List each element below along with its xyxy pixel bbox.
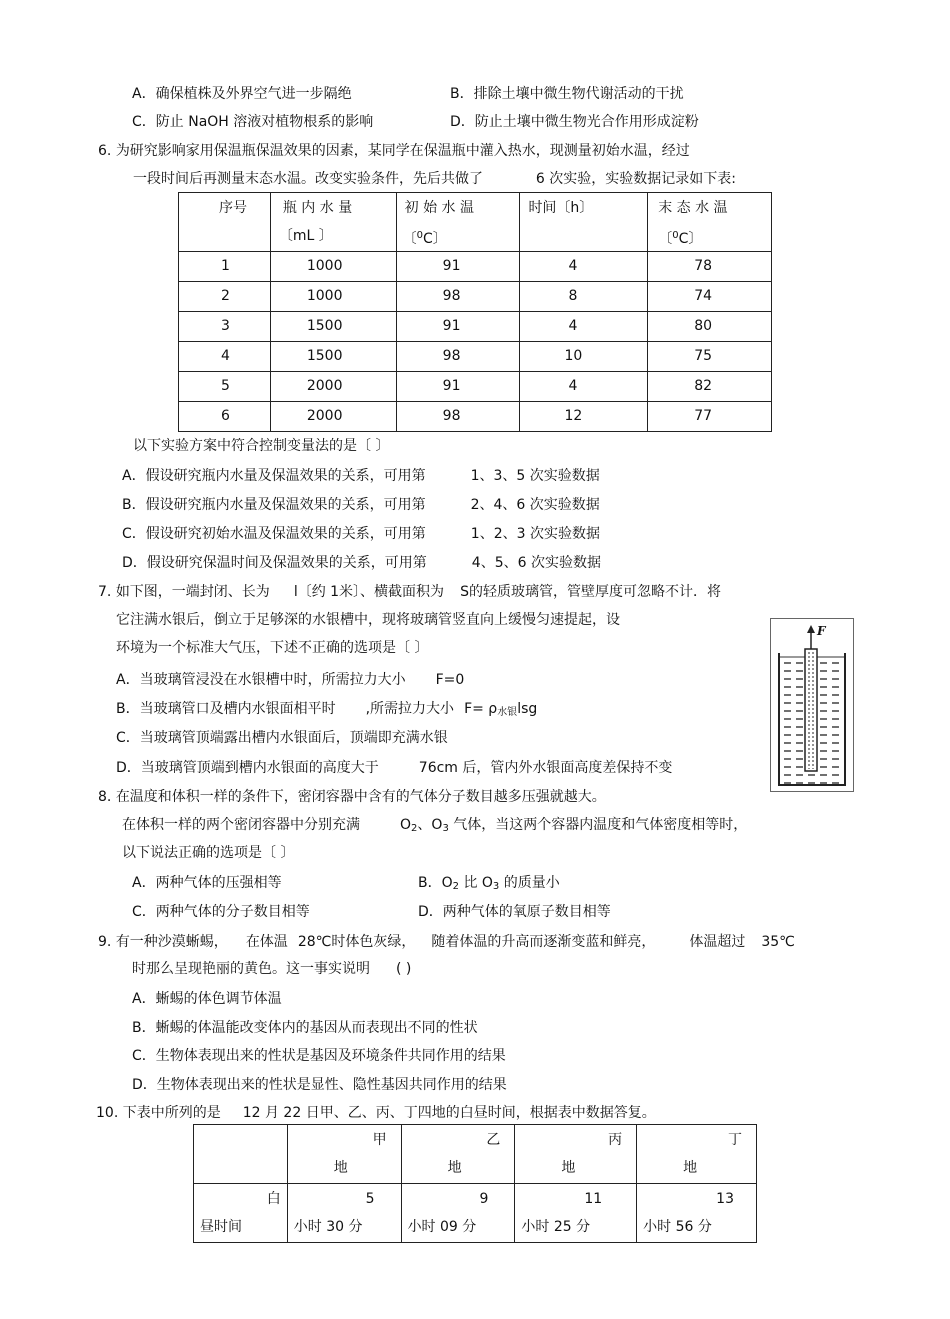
tube-trough-diagram — [771, 619, 853, 791]
q8-option-d: D．两种气体的氧原子数目相等 — [418, 904, 611, 920]
table-header-row — [179, 193, 772, 252]
table-cell: 91 — [396, 372, 520, 402]
q10-stem: 10. 下表中所列的是 12 月 22 日甲、乙、丙、丁四地的白昼时间，根据表中数据答复。 — [96, 1105, 656, 1121]
table-header-cell: 丁 地 — [637, 1125, 757, 1184]
table-cell: 98 — [396, 342, 520, 372]
table-cell: 11 小时 25 分 — [515, 1184, 637, 1243]
table-row — [179, 312, 772, 342]
table-row — [194, 1184, 757, 1243]
q6-stem-text2b: 6 次实验，实验数据记录如下表: — [535, 171, 736, 187]
q6-option-d: D．假设研究保温时间及保温效果的关系，可用第 4、5、6 次实验数据 — [122, 555, 601, 571]
table-cell: 2 — [179, 282, 271, 312]
table-cell: 91 — [396, 252, 520, 282]
table-header-cell: 末 态 水 温 〔$^0$C〕 — [648, 193, 772, 252]
table-cell: 13 小时 56 分 — [637, 1184, 757, 1243]
table-cell: 1500 — [270, 312, 396, 342]
table-row — [179, 402, 772, 432]
q7-option-c: C．当玻璃管顶端露出槽内水银面后，顶端即充满水银 — [116, 730, 448, 746]
q9-stem-line1: 9. 有一种沙漠蜥蜴， 在体温 28℃时体色灰绿， 随着体温的升高而逐渐变蓝和鲜亮， 体温超过 35℃ — [98, 934, 795, 950]
q6-stem-line2 — [133, 169, 736, 189]
q7-stem-line1: 7. 如下图，一端封闭、长为 l〔约 1米〕、横截面积为 S的轻质玻璃管，管壁厚度可忽略不计．将 — [98, 584, 721, 600]
table-header-cell: 甲 地 — [287, 1125, 401, 1184]
table-cell: 98 — [396, 282, 520, 312]
q6-option-b: B．假设研究瓶内水量及保温效果的关系，可用第 2、4、6 次实验数据 — [122, 497, 600, 513]
table-cell: 77 — [648, 402, 772, 432]
q7-option-b: B．当玻璃管口及槽内水银面相平时 ,所需拉力大小 $F= \rho_{水银}lsg$ — [116, 701, 538, 718]
table-cell: 12 — [520, 402, 648, 432]
table-cell: 4 — [520, 312, 648, 342]
q6-option-a: A．假设研究瓶内水量及保温效果的关系，可用第 1、3、5 次实验数据 — [122, 468, 600, 484]
q8-stem-line1: 8. 在温度和体积一样的条件下，密闭容器中含有的气体分子数目越多压强就越大。 — [98, 789, 606, 805]
q5-option-b: B．排除土壤中微生物代谢活动的干扰 — [450, 86, 684, 102]
table-cell: 白 昼时间 — [194, 1184, 288, 1243]
table-cell: 78 — [648, 252, 772, 282]
q6-question: 以下实验方案中符合控制变量法的是〔 〕 — [133, 438, 390, 454]
table-header-cell: 丙 地 — [515, 1125, 637, 1184]
table-cell: 6 — [179, 402, 271, 432]
q5-option-d: D．防止土壤中微生物光合作用形成淀粉 — [450, 114, 699, 130]
q9-option-c: C．生物体表现出来的性状是基因及环境条件共同作用的结果 — [132, 1048, 506, 1064]
q7-figure — [770, 618, 854, 792]
q6-stem-text2a: 一段时间后再测量末态水温。改变实验条件，先后共做了 — [133, 171, 483, 187]
q8-stem-line3: 以下说法正确的选项是〔 〕 — [122, 845, 295, 861]
q5-option-a: A．确保植株及外界空气进一步隔绝 — [132, 86, 352, 102]
table-row — [179, 372, 772, 402]
table-cell: 9 小时 09 分 — [401, 1184, 515, 1243]
table-cell: 1000 — [270, 252, 396, 282]
force-label: F — [817, 624, 826, 638]
table-header-cell: 乙 地 — [401, 1125, 515, 1184]
table-cell: 4 — [520, 252, 648, 282]
table-cell: 10 — [520, 342, 648, 372]
q9-option-b: B．蜥蜴的体温能改变体内的基因从而表现出不同的性状 — [132, 1020, 478, 1036]
q6-stem-line1 — [98, 141, 690, 161]
q8-option-c: C．两种气体的分子数目相等 — [132, 904, 310, 920]
table-row — [179, 252, 772, 282]
q8-option-b: B．$O_2$ 比 $O_3$ 的质量小 — [418, 875, 560, 892]
arrow-head-icon — [807, 625, 815, 633]
table-cell: 91 — [396, 312, 520, 342]
q10-daylight-table — [193, 1124, 757, 1243]
q9-option-a: A．蜥蜴的体色调节体温 — [132, 991, 282, 1007]
q9-stem-line2: 时那么呈现艳丽的黄色。这一事实说明 ( ) — [132, 961, 412, 977]
table-cell: 98 — [396, 402, 520, 432]
q6-number: 6. — [98, 143, 112, 159]
table-cell: 1500 — [270, 342, 396, 372]
table-cell: 5 — [179, 372, 271, 402]
mercury-in-tube — [807, 651, 815, 769]
q6-data-table — [178, 192, 772, 432]
table-cell: 1 — [179, 252, 271, 282]
q7-stem-line2: 它注满水银后，倒立于足够深的水银槽中，现将玻璃管竖直向上缓慢匀速提起，设 — [116, 612, 620, 628]
q6-stem-text1: 为研究影响家用保温瓶保温效果的因素，某同学在保温瓶中灌入热水，现测量初始水温，经过 — [115, 143, 690, 159]
table-cell: 5 小时 30 分 — [287, 1184, 401, 1243]
q7-option-a: A．当玻璃管浸没在水银槽中时，所需拉力大小 F=0 — [116, 672, 465, 688]
q8-stem-line2: 在体积一样的两个密闭容器中分别充满 $O_2$、$O_3$ 气体，当这两个容器内温度和气体密度相等时， — [122, 817, 748, 834]
table-cell: 8 — [520, 282, 648, 312]
table-row — [179, 342, 772, 372]
table-header-row — [194, 1125, 757, 1184]
q9-option-d: D．生物体表现出来的性状是显性、隐性基因共同作用的结果 — [132, 1077, 507, 1093]
table-cell: 80 — [648, 312, 772, 342]
table-cell: 4 — [520, 372, 648, 402]
table-header-cell: 瓶 内 水 量 〔mL 〕 — [270, 193, 396, 252]
table-cell: 82 — [648, 372, 772, 402]
table-cell: 75 — [648, 342, 772, 372]
table-cell: 2000 — [270, 372, 396, 402]
table-row — [179, 282, 772, 312]
table-header-cell: 序号 — [179, 193, 271, 252]
table-header-cell: 初 始 水 温 〔$^0$C〕 — [396, 193, 520, 252]
q6-option-c: C．假设研究初始水温及保温效果的关系，可用第 1、2、3 次实验数据 — [122, 526, 600, 542]
table-cell: 1000 — [270, 282, 396, 312]
q8-option-a: A．两种气体的压强相等 — [132, 875, 282, 891]
table-cell: 74 — [648, 282, 772, 312]
table-cell: 4 — [179, 342, 271, 372]
q7-option-d: D．当玻璃管顶端到槽内水银面的高度大于 76cm 后，管内外水银面高度差保持不变 — [116, 760, 673, 776]
table-header-cell — [194, 1125, 288, 1184]
q5-option-c: C．防止 NaOH 溶液对植物根系的影响 — [132, 114, 374, 130]
q7-stem-line3: 环境为一个标准大气压，下述不正确的选项是〔 〕 — [116, 640, 429, 656]
table-header-cell: 时间〔h〕 — [520, 193, 648, 252]
table-cell: 2000 — [270, 402, 396, 432]
table-cell: 3 — [179, 312, 271, 342]
